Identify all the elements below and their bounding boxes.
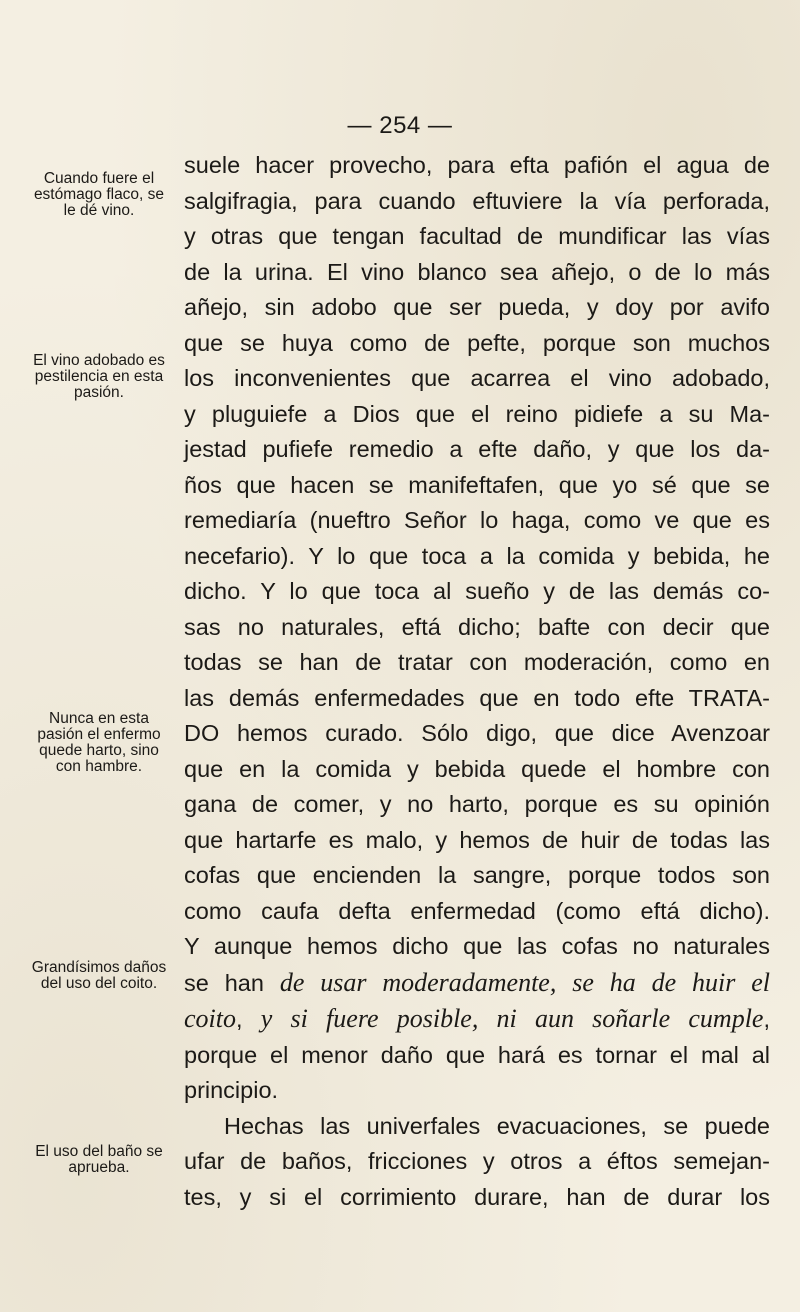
text-line: jestad pufiefe remedio a efte daño, y que los da- [184, 436, 770, 462]
text-line: remediaría (nueftro Señor lo haga, como ve que es [184, 507, 770, 533]
text-line-mixed [184, 1001, 770, 1038]
plain-text: , [236, 1006, 261, 1032]
text-line: gana de comer, y no harto, porque es su opinión [184, 791, 770, 817]
text-line: porque el menor daño que hará es tornar el mal al [184, 1041, 770, 1068]
text-line: cofas que encienden la sangre, porque todos son [184, 862, 770, 888]
margin-note-wine-weak-stomach: Cuando fuere el estómago flaco, se le dé vino. [33, 170, 165, 219]
text-line-mixed [184, 965, 770, 1002]
text-line: DO hemos curado. Sólo digo, que dice Avenzoar [184, 720, 770, 746]
text-line: salgifragia, para cuando eftuviere la vía perforada, [184, 187, 770, 214]
text-line: Hechas las univerfales evacuaciones, se puede [224, 1112, 770, 1139]
text-line: que se huya como de pefte, porque son muchos [184, 329, 770, 356]
body-text [184, 148, 770, 1215]
text-line: y pluguiefe a Dios que el reino pidiefe a su Ma- [184, 400, 770, 427]
italic-text: coito [184, 1004, 236, 1033]
margin-note-adobado-wine: El vino adobado es pestilencia en esta pasión. [33, 352, 165, 401]
text-line: las demás enfermedades que en todo efte TRATA- [184, 684, 770, 711]
text-line: principio. [184, 1077, 279, 1103]
text-line: Y aunque hemos dicho que las cofas no naturales [184, 933, 770, 959]
italic-text: de usar moderadamente, se ha de huir el [279, 967, 770, 997]
text-line: que en la comida y bebida quede el hombre con [184, 755, 770, 782]
text-line: todas se han de tratar con moderación, como en [184, 649, 770, 675]
text-line: que hartarfe es malo, y hemos de huir de todas las [184, 826, 770, 853]
plain-text: , [763, 1006, 770, 1032]
text-line: tes, y si el corrimiento durare, han de durar los [184, 1183, 770, 1210]
text-line: y otras que tengan facultad de mundificar las vías [184, 223, 770, 249]
text-line: los inconvenientes que acarrea el vino adobado, [184, 365, 770, 391]
text-line: de la urina. El vino blanco sea añejo, o de lo más [184, 258, 770, 285]
page-number: — 254 — [347, 112, 453, 139]
margin-note-bath: El uso del baño se aprueba. [35, 1143, 163, 1176]
text-line: como caufa defta enfermedad (como eftá dicho). [184, 897, 770, 924]
text-line: dicho. Y lo que toca al sueño y de las demás co- [184, 578, 770, 604]
text-line: suele hacer provecho, para efta pafión el agua de [184, 152, 770, 178]
text-line: ños que hacen se manifeftafen, que yo sé que se [184, 471, 770, 498]
text-line: ufar de baños, fricciones y otros a éftos semejan- [184, 1148, 770, 1174]
plain-text: se han [184, 969, 280, 996]
margin-note-hunger: Nunca en esta pasión el enfermo quede harto, sino con hambre. [37, 710, 161, 775]
text-line: sas no naturales, eftá dicho; bafte con decir que [184, 613, 770, 640]
text-line: necefario). Y lo que toca a la comida y bebida, he [184, 542, 770, 569]
text-line: añejo, sin adobo que ser pueda, y doy por avifo [184, 294, 770, 320]
italic-text: y si fuere posible, ni aun soñarle cumple [260, 1004, 764, 1033]
margin-note-coito: Grandísimos daños del uso del coito. [31, 959, 167, 992]
